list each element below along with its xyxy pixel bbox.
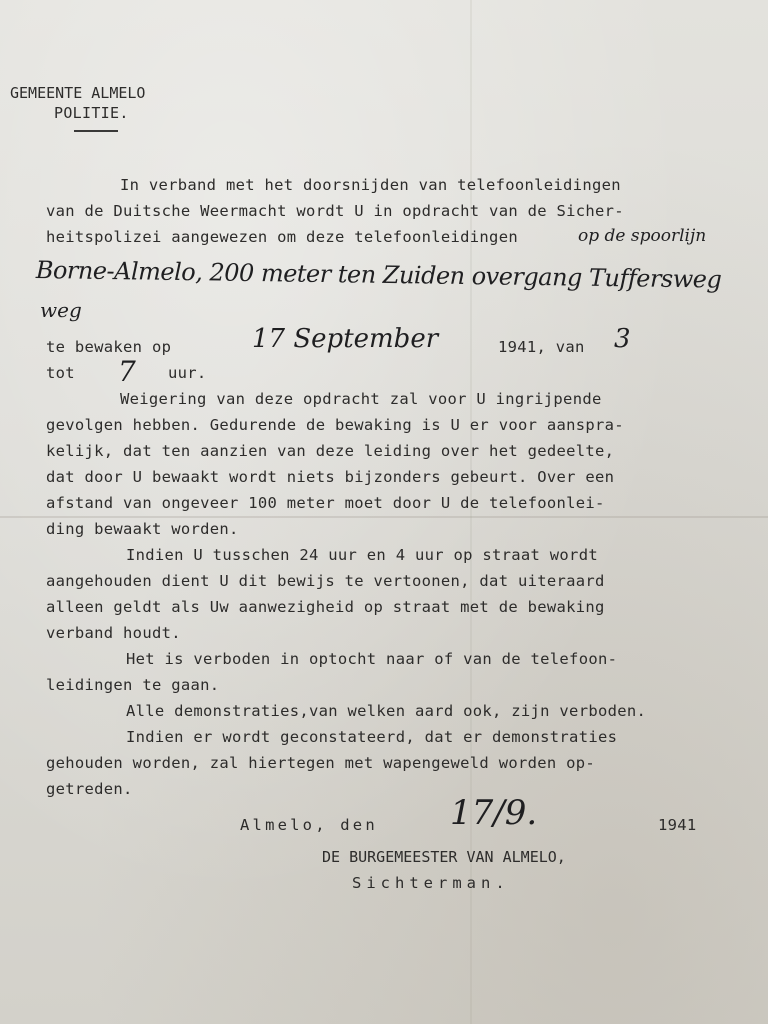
- body-line: verband houdt.: [46, 624, 181, 642]
- handwritten-from-hour: 3: [614, 324, 631, 354]
- handwritten-to-hour: 7: [118, 355, 136, 388]
- body-line: van de Duitsche Weermacht wordt U in opdracht van de Sicher-: [46, 202, 624, 220]
- paper-fold: [0, 516, 768, 518]
- body-line: Indien er wordt geconstateerd, dat er demonstraties: [126, 728, 618, 746]
- body-line: Indien U tusschen 24 uur en 4 uur op straat wordt: [126, 546, 598, 564]
- body-line: aangehouden dient U dit bewijs te vertoonen, dat uiteraard: [46, 572, 605, 590]
- body-line: gevolgen hebben. Gedurende de bewaking is U er voor aanspra-: [46, 416, 624, 434]
- body-line: leidingen te gaan.: [46, 676, 220, 694]
- year-from-label: 1941, van: [498, 338, 585, 356]
- handwritten-sign-date: 17/9.: [450, 793, 538, 833]
- handwritten-route: Borne-Almelo, 200 meter ten Zuiden overgang Tuffersweg: [35, 256, 722, 294]
- body-line: gehouden worden, zal hiertegen met wapengeweld worden op-: [46, 754, 596, 772]
- place-date-label: Almelo, den: [240, 816, 378, 834]
- paper-fold-vertical: [470, 0, 472, 1024]
- body-line: dat door U bewaakt wordt niets bijzonders gebeurt. Over een: [46, 468, 615, 486]
- until-label: tot: [46, 364, 75, 382]
- handwritten-route-start: op de spoorlijn: [578, 226, 707, 246]
- handwritten-guard-date: 17 September: [252, 324, 439, 354]
- body-line: Het is verboden in optocht naar of van de telefoon-: [126, 650, 618, 668]
- body-line: afstand van ongeveer 100 meter moet door U de telefoonlei-: [46, 494, 605, 512]
- body-line: ding bewaakt worden.: [46, 520, 239, 538]
- guard-on-label: te bewaken op: [46, 338, 172, 356]
- signatory-name: Sichterman.: [352, 874, 510, 892]
- body-line: alleen geldt als Uw aanwezigheid op straat met de bewaking: [46, 598, 605, 616]
- body-line: Weigering van deze opdracht zal voor U ingrijpende: [120, 390, 602, 408]
- police-heading: POLITIE.: [54, 104, 129, 122]
- body-line: Alle demonstraties,van welken aard ook, zijn verboden.: [126, 702, 647, 720]
- body-line: In verband met het doorsnijden van telefoonleidingen: [120, 176, 621, 194]
- closing-year: 1941: [658, 816, 697, 834]
- heading-underline: [74, 130, 118, 132]
- hour-label: uur.: [168, 364, 207, 382]
- body-line: kelijk, dat ten aanzien van deze leiding over het gedeelte,: [46, 442, 615, 460]
- body-line: heitspolizei aangewezen om deze telefoonleidingen: [46, 228, 518, 246]
- body-line: getreden.: [46, 780, 133, 798]
- signatory-title: DE BURGEMEESTER VAN ALMELO,: [322, 848, 566, 866]
- handwritten-route-end: weg: [40, 298, 82, 322]
- municipality-heading: GEMEENTE ALMELO: [10, 84, 146, 102]
